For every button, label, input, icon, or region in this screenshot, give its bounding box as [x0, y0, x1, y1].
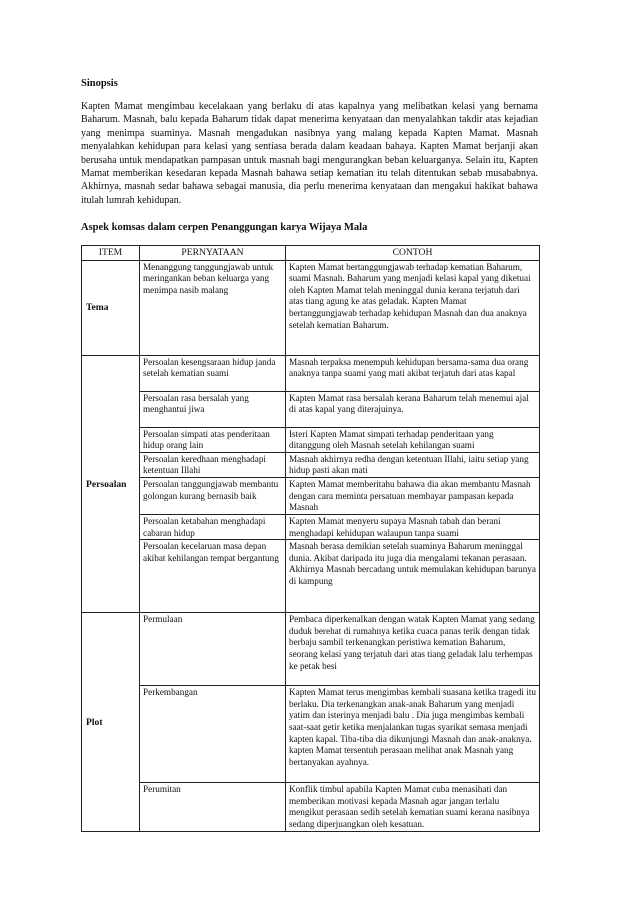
pernyataan-cell: Persoalan simpati atas penderitaan hidup orang lain: [140, 427, 286, 452]
pernyataan-cell: Persoalan tanggungjawab membantu golongan kurang bernasib baik: [140, 477, 286, 514]
table-row: [82, 427, 540, 452]
table-row: [82, 783, 540, 832]
table-row: [82, 391, 540, 427]
pernyataan-cell: Persoalan ketabahan menghadapi cabaran hidup: [140, 514, 286, 539]
pernyataan-cell: Permulaan: [140, 613, 286, 686]
pernyataan-cell: Menanggung tanggungjawab untuk meringankan beban keluarga yang menimpa nasib malang: [140, 260, 286, 355]
header-item: ITEM: [82, 246, 140, 261]
header-pernyataan: PERNYATAAN: [140, 246, 286, 261]
contoh-cell: Konflik timbul apabila Kapten Mamat cuba menasihati dan memberikan motivasi kepada Masnah agar jangan terlalu mengikut perasaan sedih setelah kematian suami kerana nasibnya sedang diperjuangkan oleh kesatuan.: [286, 783, 540, 832]
aspek-table: [81, 245, 540, 832]
header-contoh: CONTOH: [286, 246, 540, 261]
contoh-cell: Kapten Mamat memberitahu bahawa dia akan membantu Masnah dengan cara meminta persatuan membayar pampasan kepada Masnah: [286, 477, 540, 514]
sinopsis-heading: Sinopsis: [81, 78, 118, 89]
table-row: [82, 540, 540, 613]
pernyataan-cell: Persoalan rasa bersalah yang menghantui jiwa: [140, 391, 286, 427]
contoh-cell: Masnah berasa demikian setelah suaminya Baharum meninggal dunia. Akibat daripada itu juga dia mengalami tekanan perasaan. Akhirnya Masnah bercadang untuk memulakan kehidupan barunya di kampung: [286, 540, 540, 613]
contoh-cell: Isteri Kapten Mamat simpati terhadap penderitaan yang ditanggung oleh Masnah setelah kehilangan suami: [286, 427, 540, 452]
item-tema: Tema: [82, 260, 140, 355]
contoh-cell: Kapten Mamat rasa bersalah kerana Baharum telah menemui ajal di atas kapal yang diterajuinya.: [286, 391, 540, 427]
pernyataan-cell: Persoalan keredhaan menghadapi ketentuan Illahi: [140, 452, 286, 477]
pernyataan-cell: Perkembangan: [140, 686, 286, 783]
pernyataan-cell: Perumitan: [140, 783, 286, 832]
table-row: [82, 613, 540, 686]
contoh-cell: Masnah akhirnya redha dengan ketentuan Illahi, iaitu setiap yang hidup pasti akan mati: [286, 452, 540, 477]
contoh-cell: Kapten Mamat menyeru supaya Masnah tabah dan berani menghadapi kehidupan walaupun tanpa suami: [286, 514, 540, 539]
table-row: [82, 477, 540, 514]
contoh-cell: Kapten Mamat bertanggungjawab terhadap kematian Baharum, suami Masnah. Baharum yang menjadi kelasi kapal yang diketuai oleh Kapten Mamat telah meninggal dunia kerana terjatuh dari atas tiang agung ke atas geladak. Kapten Mamat bertanggungjawab terhadap kehidupan Masnah dan dua anaknya setelah kematian Baharum.: [286, 260, 540, 355]
item-persoalan: Persoalan: [82, 355, 140, 613]
contoh-cell: Masnah terpaksa menempuh kehidupan bersama-sama dua orang anaknya tanpa suami yang mati akibat terjatuh dari atas kapal: [286, 355, 540, 391]
aspek-heading: Aspek komsas dalam cerpen Penanggungan karya Wijaya Mala: [81, 222, 368, 233]
item-plot: Plot: [82, 613, 140, 832]
contoh-cell: Kapten Mamat terus mengimbas kembali suasana ketika tragedi itu berlaku. Dia terkenangkan anak-anak Baharum yang menjadi yatim dan isterinya menjadi balu . Dia juga mengimbas kembali saat-saat getir ketika menjalankan tugas syarikat semasa menjadi kapten kapal. Tiba-tiba dia dikunjungi Masnah dan anak-anaknya. kapten Mamat tersentuh perasaan melihat anak Masnah yang bertanyakan ayahnya.: [286, 686, 540, 783]
table-row: [82, 355, 540, 391]
contoh-cell: Pembaca diperkenalkan dengan watak Kapten Mamat yang sedang duduk berehat di rumahnya ketika cuaca panas terik dengan tidak berbaju sambil terkenangkan peristiwa kematian Baharum, seorang kelasi yang terjatuh dari atas tiang geladak lalu terhempas ke petak besi: [286, 613, 540, 686]
table-row: [82, 452, 540, 477]
sinopsis-paragraph: Kapten Mamat mengimbau kecelakaan yang berlaku di atas kapalnya yang melibatkan kelasi yang bernama Baharum. Masnah, balu kepada Baharum tidak dapat menerima kenyataan dan menyalahkan takdir atas kejadian yang menimpa suaminya. Masnah mengadukan nasibnya yang malang kepada Kapten Mamat. Masnah menyalahkan kehidupan para kelasi yang sentiasa berada dalam keadaan bahaya. Kapten Mamat berjanji akan berusaha untuk mendapatkan pampasan untuk masnah bagi mengurangkan beban keluarganya. Selain itu, Kapten Mamat memberikan kesedaran kepada Masnah bahawa setiap kematian itu telah ditentukan sebab musababnya. Akhirnya, masnah sedar bahawa sebagai manusia, dia perlu menerima kenyataan dan mengakui hakikat bahawa itulah lumrah kehidupan.: [81, 101, 538, 206]
table-header-row: [82, 246, 540, 261]
pernyataan-cell: Persoalan kesengsaraan hidup janda setelah kematian suami: [140, 355, 286, 391]
table-row: [82, 260, 540, 355]
table-row: [82, 514, 540, 539]
table-row: [82, 686, 540, 783]
pernyataan-cell: Persoalan kecelaruan masa depan akibat kehilangan tempat bergantung: [140, 540, 286, 613]
